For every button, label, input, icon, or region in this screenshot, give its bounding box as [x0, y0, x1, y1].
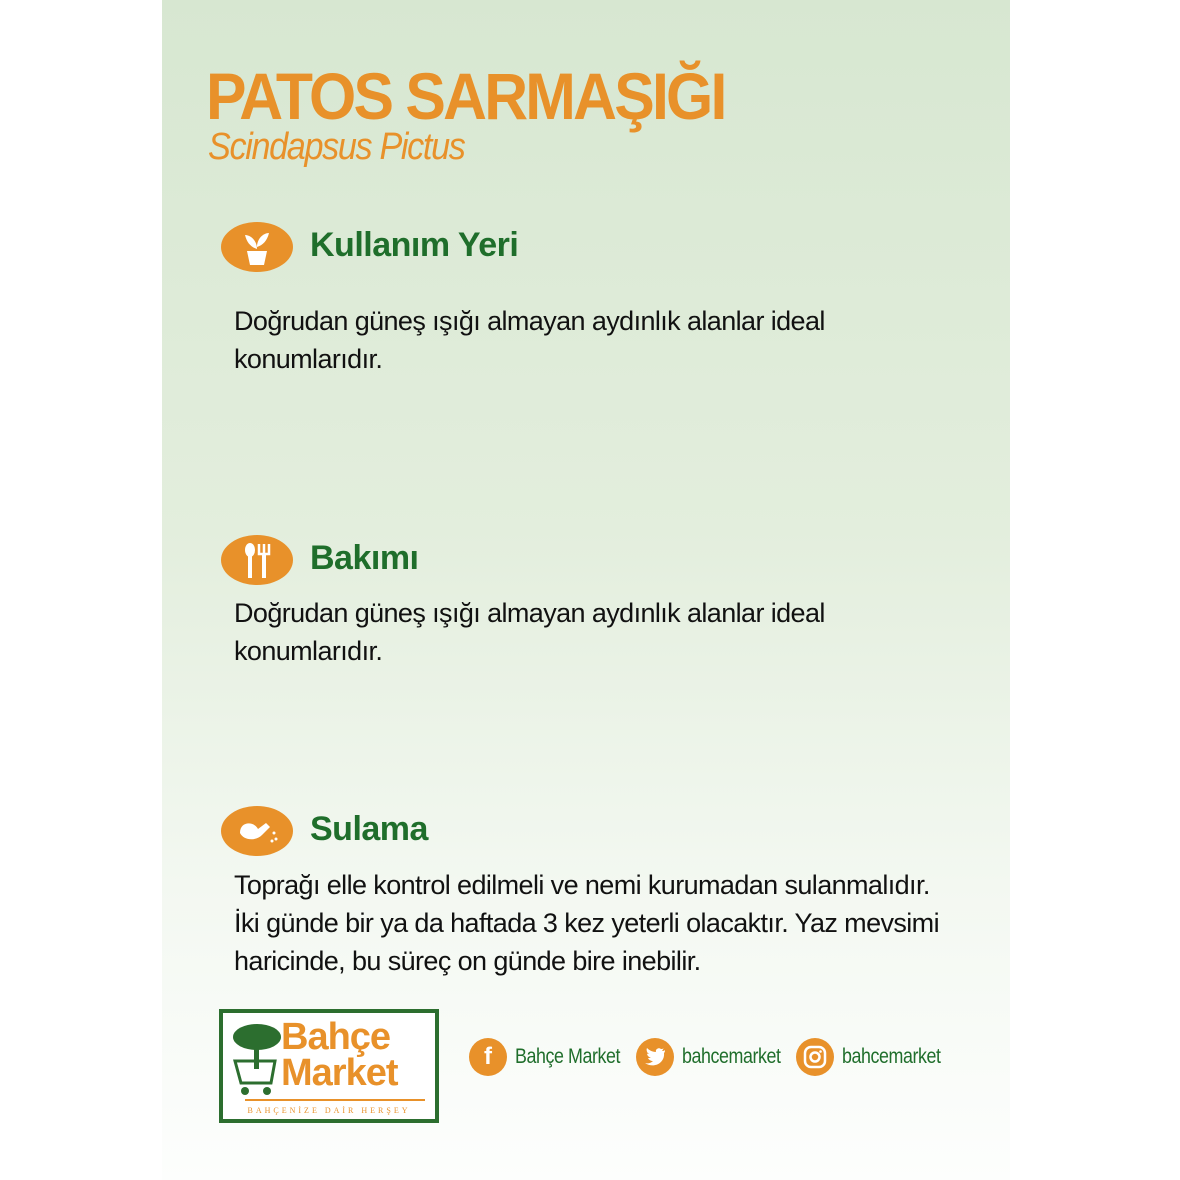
- page-title: PATOS SARMAŞIĞI: [206, 59, 725, 133]
- social-label: Bahçe Market: [515, 1045, 621, 1068]
- text-line: İki günde bir ya da haftada 3 kez yeterli olacaktır. Yaz mevsimi: [234, 908, 939, 938]
- facebook-icon: f: [469, 1038, 507, 1076]
- text-line: Doğrudan güneş ışığı almayan aydınlık alanlar ideal: [234, 306, 825, 336]
- instagram-icon: [796, 1038, 834, 1076]
- social-label: bahcemarket: [842, 1045, 941, 1068]
- logo-line2: Market: [281, 1052, 398, 1094]
- scientific-name: Scindapsus Pictus: [208, 126, 465, 168]
- logo-line1: Bahçe: [281, 1016, 391, 1058]
- social-facebook[interactable]: [469, 1038, 639, 1076]
- twitter-icon: [636, 1038, 674, 1076]
- social-label: bahcemarket: [682, 1045, 781, 1068]
- section-text-usage: [234, 302, 994, 378]
- logo-tagline: BAHÇENİZE DAİR HERŞEY: [247, 1106, 411, 1115]
- plant-pot-icon: [221, 222, 293, 272]
- text-line: Toprağı elle kontrol edilmeli ve nemi kurumadan sulanmalıdır.: [234, 870, 930, 900]
- garden-tools-icon: [221, 535, 293, 585]
- tree-cart-icon: [231, 1021, 283, 1099]
- text-line: Doğrudan güneş ışığı almayan aydınlık alanlar ideal: [234, 598, 825, 628]
- info-card: [162, 0, 1010, 1180]
- social-twitter[interactable]: [636, 1038, 798, 1076]
- section-title-care: Bakımı: [310, 539, 419, 577]
- section-title-usage: Kullanım Yeri: [310, 226, 519, 264]
- watering-can-icon: [221, 806, 293, 856]
- text-line: haricinde, bu süreç on günde bire inebilir.: [234, 946, 701, 976]
- social-instagram[interactable]: [796, 1038, 958, 1076]
- logo-divider: [245, 1099, 425, 1101]
- section-text-watering: [234, 866, 994, 980]
- section-text-care: [234, 594, 994, 670]
- section-title-watering: Sulama: [310, 810, 428, 848]
- bahce-market-logo: [219, 1009, 439, 1123]
- logo-text: [281, 1016, 398, 1094]
- text-line: konumlarıdır.: [234, 344, 383, 374]
- text-line: konumlarıdır.: [234, 636, 383, 666]
